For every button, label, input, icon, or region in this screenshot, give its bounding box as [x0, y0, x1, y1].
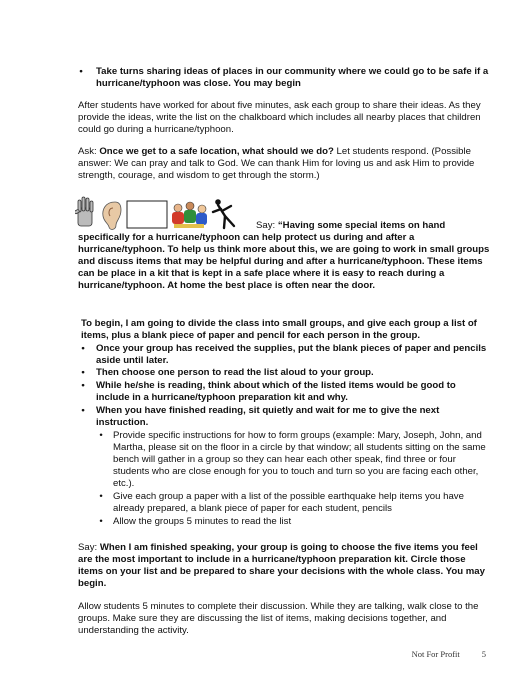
ask-paragraph	[78, 146, 490, 182]
ask-label: Ask:	[78, 146, 100, 157]
ask-question: Once we get to a safe location, what should we do?	[99, 146, 334, 157]
page-footer	[412, 649, 486, 659]
final-paragraph	[78, 601, 490, 637]
say-label: Say:	[256, 220, 278, 231]
say-label: Say:	[78, 542, 100, 553]
list-item	[81, 367, 491, 379]
bullet-text: When you have finished reading, sit quietly and wait for me to give the next instruction.	[96, 405, 440, 429]
sub-list-item	[99, 430, 490, 490]
bullet-marker: •	[81, 405, 85, 416]
sub-list-item	[99, 491, 490, 515]
sub-list-item	[99, 516, 490, 528]
list-item	[81, 405, 491, 429]
bullet-text: Once your group has received the supplies, put the blank pieces of paper and pencils aside until later.	[96, 343, 487, 367]
page-number: 5	[481, 649, 486, 659]
bullet-text: While he/she is reading, think about which of the listed items would be good to include in a hurricane/typhoon preparation kit and why.	[96, 380, 456, 404]
paragraph-text: After students have worked for about five minutes, ask each group to share their ideas. As they provide the ideas, write the list on the chalkboard which includes all nearby places that children could go during a hurricane/typhoon.	[78, 100, 481, 136]
list-item	[81, 380, 491, 404]
bullet-item	[79, 66, 491, 90]
say-paragraph	[78, 220, 490, 293]
instruction-paragraph	[78, 100, 490, 136]
begin-paragraph	[81, 318, 491, 342]
bullet-marker: •	[79, 66, 83, 77]
bullet-text: Then choose one person to read the list aloud to your group.	[96, 367, 374, 378]
bullet-marker: •	[81, 343, 85, 354]
bullet-text: Give each group a paper with a list of the possible earthquake help items you have already prepared, a blank piece of paper for each student, pencils	[113, 491, 464, 515]
list-item	[81, 343, 491, 367]
say-paragraph	[78, 542, 490, 590]
bullet-marker: •	[99, 430, 103, 441]
bullet-marker: •	[81, 367, 85, 378]
paragraph-text: To begin, I am going to divide the class into small groups, and give each group a list of items, plus a blank piece of paper and pencil for each person in the group.	[81, 318, 477, 342]
bullet-marker: •	[99, 516, 103, 527]
bullet-marker: •	[81, 380, 85, 391]
footer-label: Not For Profit	[411, 649, 460, 659]
bullet-text: Take turns sharing ideas of places in our community where we could go to be safe if a hurricane/typhoon was close. You may begin	[96, 66, 489, 90]
bullet-marker: •	[99, 491, 103, 502]
ask-answer: Let students respond. (Possible answer: We can pray and talk to God. We can thank Him for loving us and ask Him to provide strength, courage, and wisdom to get through the storm.)	[78, 146, 475, 182]
say-text: “Having some special items on hand specifically for a hurricane/typhoon can help protect us during and after a hurricane/typhoon. To help us think more about this, we are going to work in small groups and discuss items that may be helpful during and after a hurricane/typhoon. These items can be place in a kit that is kept in a safe place where it is easy to reach during a hurricane/typhoon. At home the best place is often near the door.	[78, 220, 490, 292]
say-text: When I am finished speaking, your group is going to choose the five items you feel are the most important to include in a hurricane/typhoon preparation kit. Circle those items on your list and be prepared to share your decisions with the whole class. You may begin.	[78, 542, 485, 590]
bullet-text: Allow the groups 5 minutes to read the list	[113, 516, 292, 527]
bullet-text: Provide specific instructions for how to form groups (example: Mary, Joseph, John, and Martha, please sit on the floor in a circle by that window; all students sitting on the same bench will gather in a group so they can hear each other speak, find three or four students who are close enough for you to touch and turn so you are facing each other, etc.).	[113, 430, 486, 490]
paragraph-text: Allow students 5 minutes to complete their discussion. While they are talking, walk close to the groups. Make sure they are discussing the list of items, making decisions together, and understanding the activity.	[78, 601, 479, 637]
